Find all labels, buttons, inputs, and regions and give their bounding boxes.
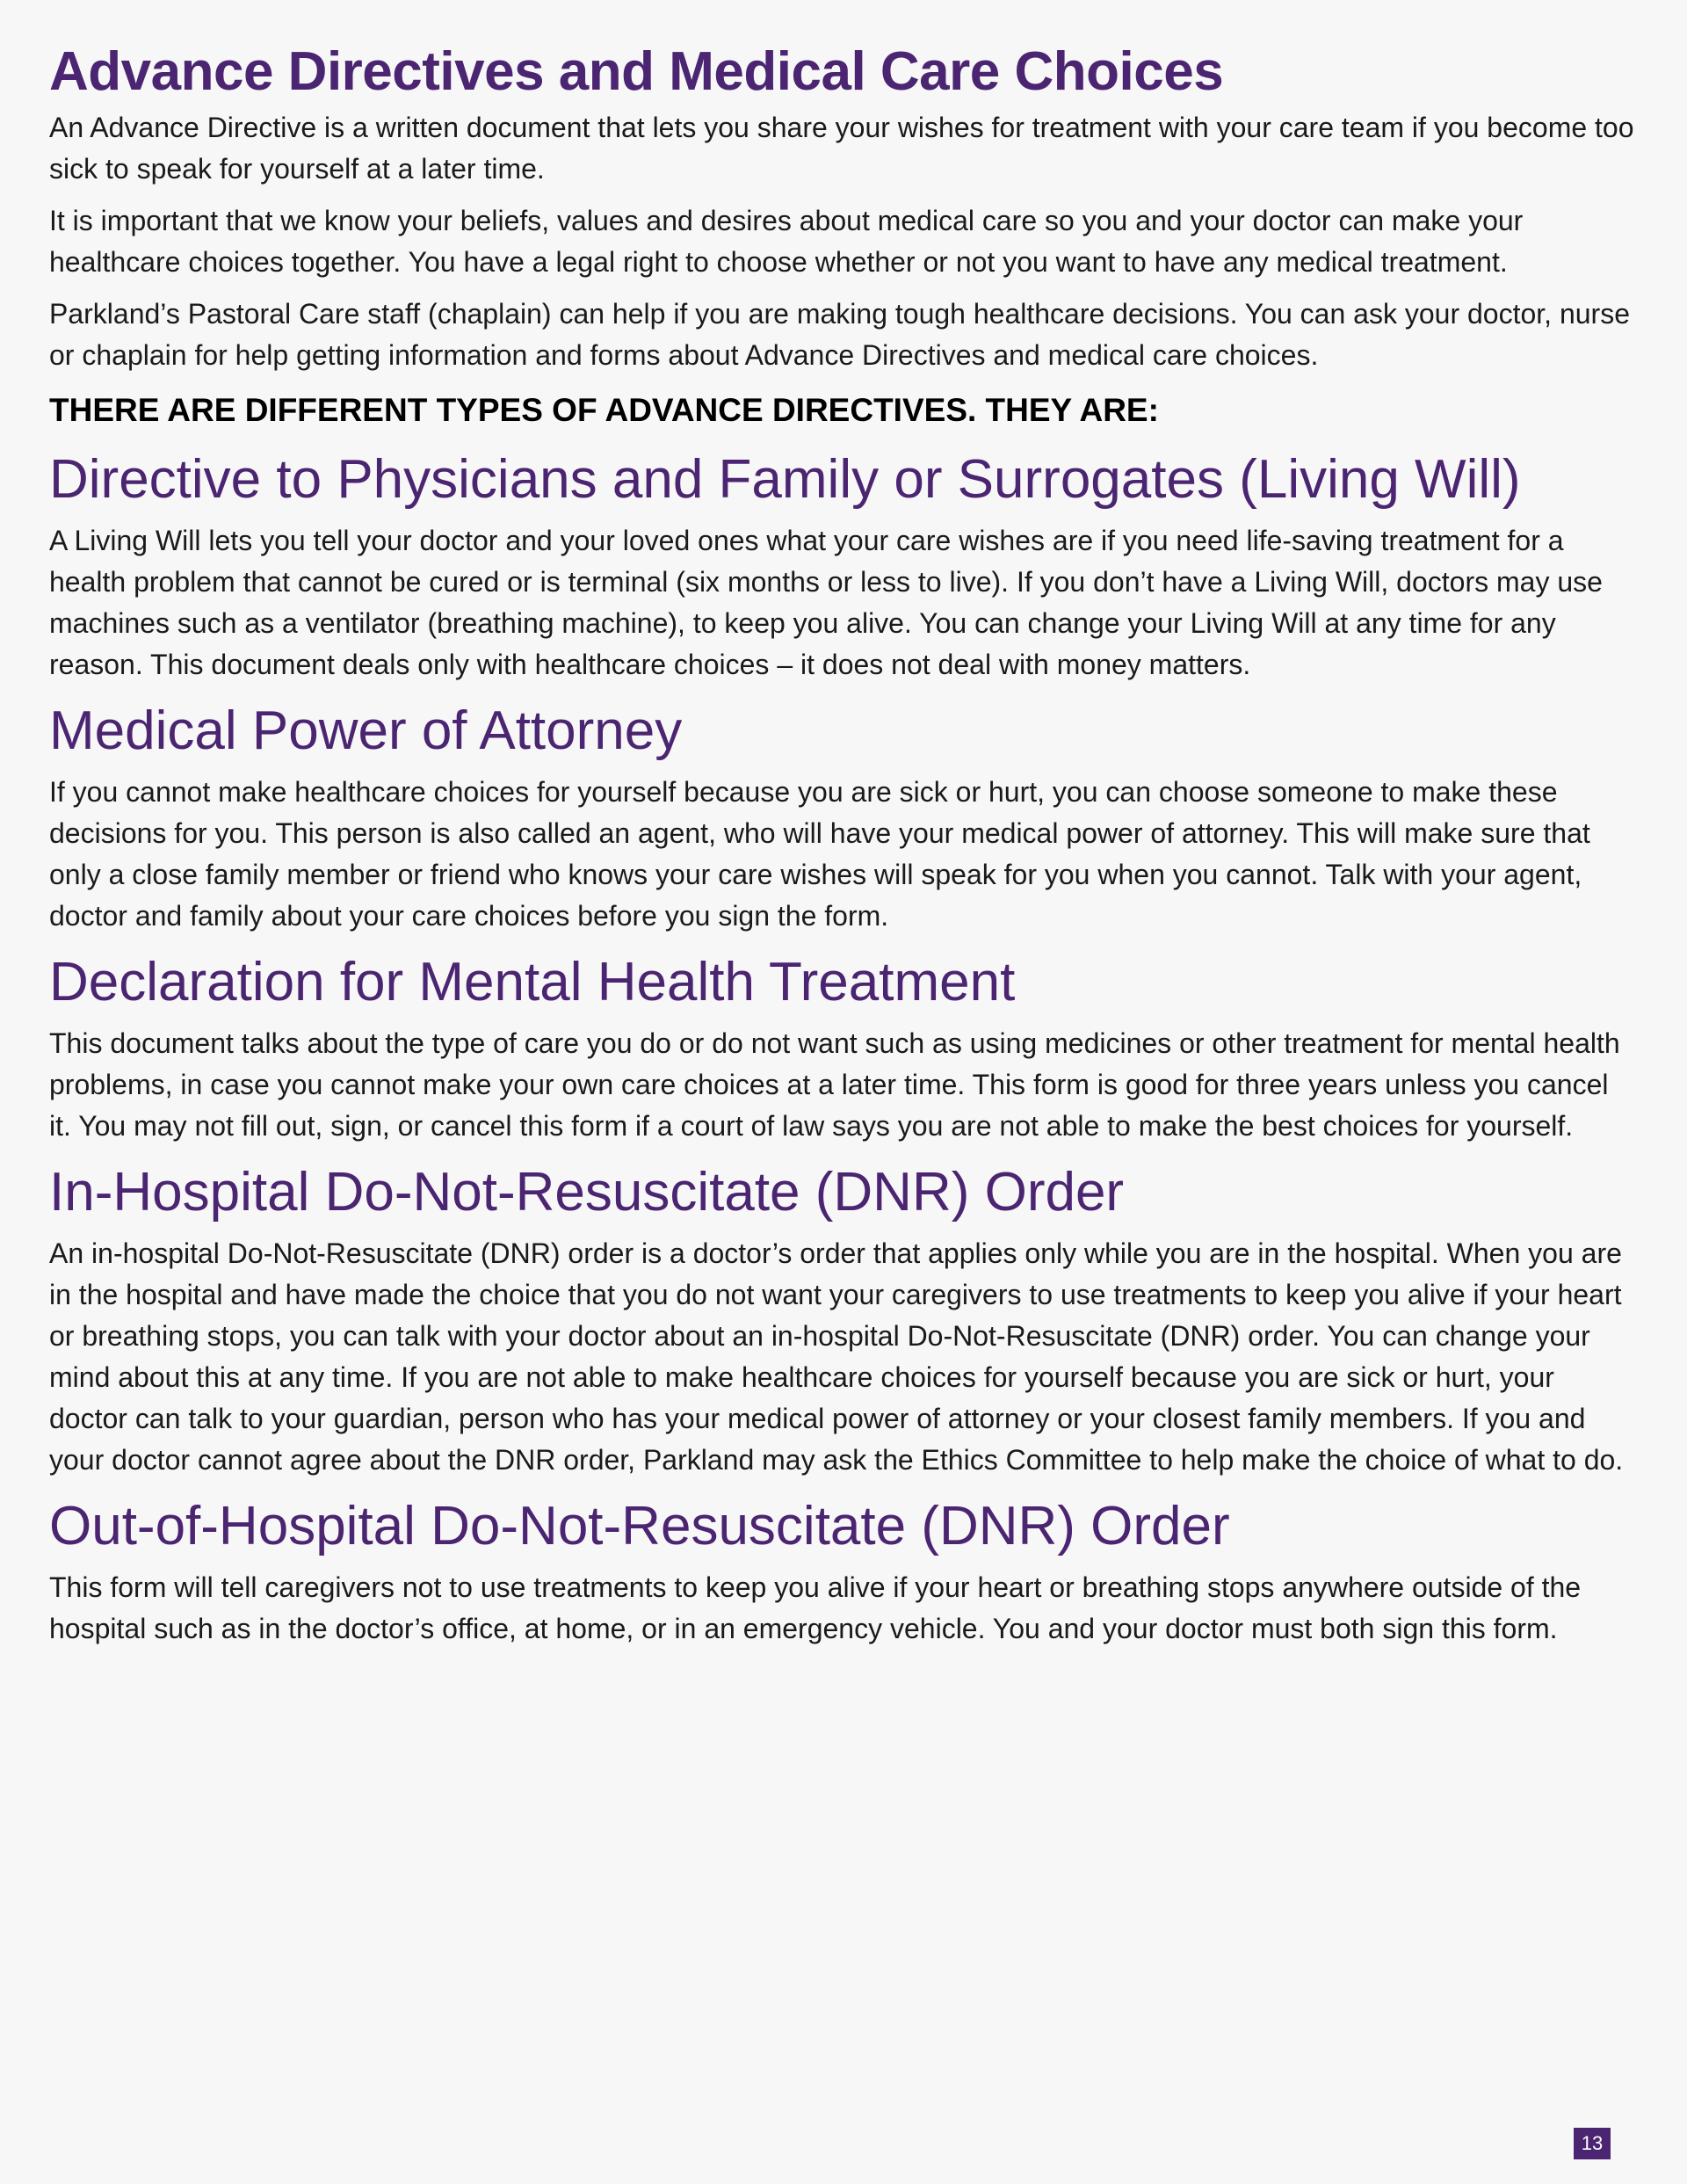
section-heading: Out-of-Hospital Do-Not-Resuscitate (DNR) Order <box>49 1496 1230 1556</box>
section-mental-health-declaration <box>49 947 1638 1147</box>
section-body: An in-hospital Do-Not-Resuscitate (DNR) order is a doctor’s order that applies only while you are in the hospital. When you are in the hospital and have made the choice that you do not want your caregivers to use treatments to keep you alive if your heart or breathing stops, you can talk with your doctor about an in-hospital Do-Not-Resuscitate (DNR) order. You can change your mind about this at any time. If you are not able to make healthcare choices for yourself because you are sick or hurt, your doctor can talk to your guardian, person who has your medical power of attorney or your closest family members. If you and your doctor cannot agree about the DNR order, Parkland may ask the Ethics Committee to help make the choice of what to do. <box>49 1237 1624 1476</box>
section-body: This form will tell caregivers not to use treatments to keep you alive if your heart or breathing stops anywhere outside of the hospital such as in the doctor’s office, at home, or in an emergency vehicle. You and your doctor must both sign this form. <box>49 1571 1582 1644</box>
types-heading: THERE ARE DIFFERENT TYPES OF ADVANCE DIRECTIVES. THEY ARE: <box>49 392 1159 428</box>
intro-paragraph-3: Parkland’s Pastoral Care staff (chaplain) can help if you are making tough healthcare decisions. You can ask your doctor, nurse or chaplain for help getting information and forms about Advance Directives and medical care choices. <box>49 298 1630 371</box>
section-heading: Directive to Physicians and Family or Surrogates (Living Will) <box>49 449 1521 510</box>
document-page <box>49 39 1638 1660</box>
section-living-will <box>49 445 1638 686</box>
section-body: This document talks about the type of care you do or do not want such as using medicines or other treatment for mental health problems, in case you cannot make your own care choices at a later time. This form is good for three years unless you cancel it. You may not fill out, sign, or cancel this form if a court of law says you are not able to make the best choices for yourself. <box>49 1027 1620 1142</box>
section-out-of-hospital-dnr <box>49 1491 1638 1650</box>
section-medical-power-of-attorney <box>49 696 1638 937</box>
section-heading: Medical Power of Attorney <box>49 700 683 761</box>
section-heading: In-Hospital Do-Not-Resuscitate (DNR) Order <box>49 1162 1125 1223</box>
section-body: If you cannot make healthcare choices for yourself because you are sick or hurt, you can choose someone to make these decisions for you. This person is also called an agent, who will have your medical power of attorney. This will make sure that only a close family member or friend who knows your care wishes will speak for you when you cannot. Talk with your agent, doctor and family about your care choices before you sign the form. <box>49 776 1590 932</box>
intro-paragraph-2: It is important that we know your beliefs, values and desires about medical care so you and your doctor can make your healthcare choices together. You have a legal right to choose whether or not you want to have any medical treatment. <box>49 205 1524 278</box>
page-title: Advance Directives and Medical Care Choices <box>49 41 1224 102</box>
section-in-hospital-dnr <box>49 1157 1638 1481</box>
section-heading: Declaration for Mental Health Treatment <box>49 952 1016 1012</box>
intro-paragraph-1: An Advance Directive is a written document that lets you share your wishes for treatment with your care team if you become too sick to speak for yourself at a later time. <box>49 112 1634 185</box>
section-body: A Living Will lets you tell your doctor and your loved ones what your care wishes are if you need life-saving treatment for a health problem that cannot be cured or is terminal (six months or less to live). If you don’t have a Living Will, doctors may use machines such as a ventilator (breathing machine), to keep you alive. You can change your Living Will at any time for any reason. This document deals only with healthcare choices – it does not deal with money matters. <box>49 525 1603 680</box>
page-number-badge: 13 <box>1574 2128 1611 2159</box>
